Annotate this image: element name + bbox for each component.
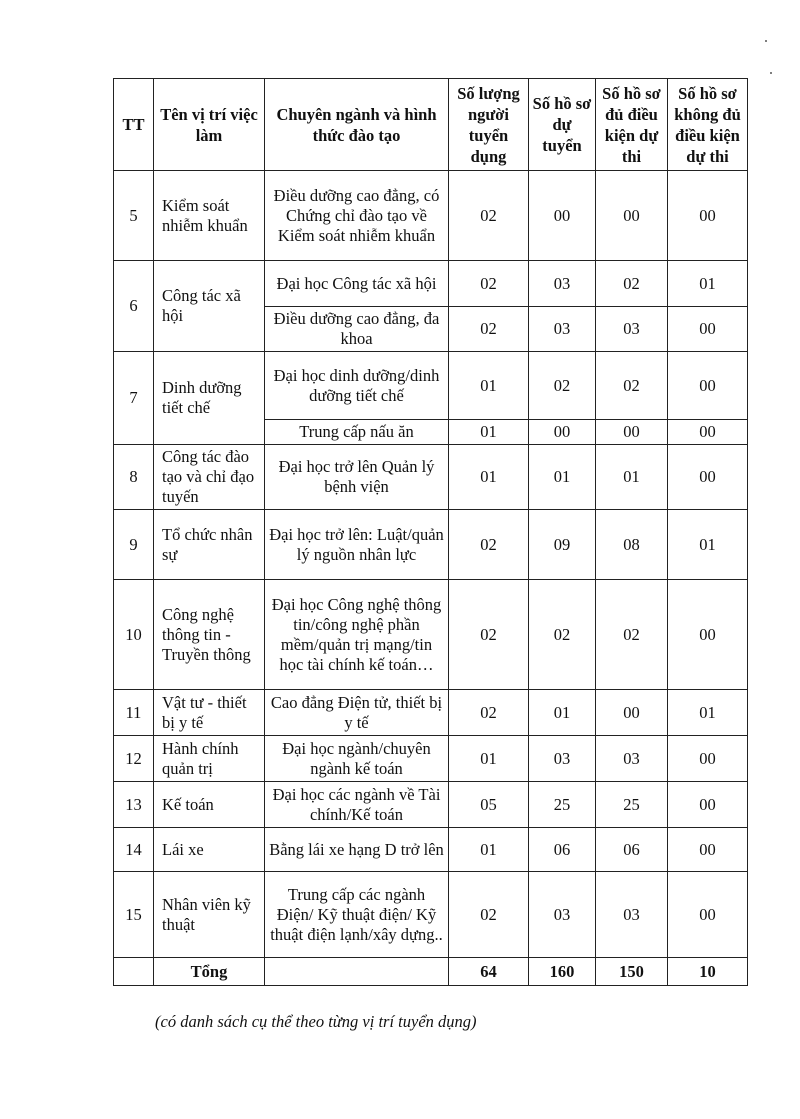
table-row <box>114 690 748 736</box>
row-recruit: 02 <box>449 872 529 958</box>
recruitment-table <box>113 78 748 986</box>
total-row <box>114 958 748 986</box>
row-ineligible: 00 <box>668 445 748 510</box>
row-ineligible: 01 <box>668 690 748 736</box>
row-ineligible: 00 <box>668 171 748 261</box>
total-major <box>265 958 449 986</box>
table-row <box>114 782 748 828</box>
row-tt: 8 <box>114 445 154 510</box>
total-ineligible: 10 <box>668 958 748 986</box>
row-eligible: 02 <box>596 261 668 307</box>
row-ineligible: 00 <box>668 580 748 690</box>
row-applied: 03 <box>529 736 596 782</box>
row-ineligible: 00 <box>668 307 748 352</box>
header-recruit: Số lượng người tuyển dụng <box>449 79 529 171</box>
row-major: Điều dưỡng cao đẳng, đa khoa <box>265 307 449 352</box>
row-ineligible: 01 <box>668 261 748 307</box>
table-row <box>114 580 748 690</box>
row-major: Đại học ngành/chuyên ngành kế toán <box>265 736 449 782</box>
header-major: Chuyên ngành và hình thức đào tạo <box>265 79 449 171</box>
row-recruit: 01 <box>449 736 529 782</box>
row-major: Đại học các ngành về Tài chính/Kế toán <box>265 782 449 828</box>
row-applied: 01 <box>529 445 596 510</box>
row-tt: 15 <box>114 872 154 958</box>
row-applied: 00 <box>529 171 596 261</box>
header-ineligible: Số hồ sơ không đủ điều kiện dự thi <box>668 79 748 171</box>
row-recruit: 01 <box>449 828 529 872</box>
table-row <box>114 736 748 782</box>
row-recruit: 02 <box>449 690 529 736</box>
header-applied: Số hồ sơ dự tuyển <box>529 79 596 171</box>
row-position: Công tác xã hội <box>154 261 265 352</box>
row-applied: 02 <box>529 352 596 420</box>
row-eligible: 03 <box>596 736 668 782</box>
row-position: Tổ chức nhân sự <box>154 510 265 580</box>
row-eligible: 00 <box>596 171 668 261</box>
header-eligible: Số hồ sơ đủ điều kiện dự thi <box>596 79 668 171</box>
row-position: Nhân viên kỹ thuật <box>154 872 265 958</box>
row-major: Đại học Công nghệ thông tin/công nghệ phần mềm/quản trị mạng/tin học tài chính kế toán… <box>265 580 449 690</box>
scan-speck <box>765 40 767 42</box>
row-recruit: 01 <box>449 352 529 420</box>
table-body <box>114 171 748 958</box>
row-position: Kiểm soát nhiễm khuẩn <box>154 171 265 261</box>
row-eligible: 08 <box>596 510 668 580</box>
table-header-row <box>114 79 748 171</box>
row-position: Hành chính quản trị <box>154 736 265 782</box>
row-eligible: 03 <box>596 872 668 958</box>
header-tt: TT <box>114 79 154 171</box>
row-applied: 03 <box>529 307 596 352</box>
row-tt: 12 <box>114 736 154 782</box>
footnote: (có danh sách cụ thể theo từng vị trí tuyển dụng) <box>155 1012 477 1031</box>
table-row <box>114 352 748 420</box>
row-recruit: 02 <box>449 261 529 307</box>
row-eligible: 02 <box>596 580 668 690</box>
row-ineligible: 01 <box>668 510 748 580</box>
row-major: Bằng lái xe hạng D trở lên <box>265 828 449 872</box>
row-major: Trung cấp các ngành Điện/ Kỹ thuật điện/ Kỹ thuật điện lạnh/xây dựng.. <box>265 872 449 958</box>
total-tt <box>114 958 154 986</box>
row-recruit: 05 <box>449 782 529 828</box>
row-tt: 9 <box>114 510 154 580</box>
row-eligible: 00 <box>596 420 668 445</box>
row-tt: 7 <box>114 352 154 445</box>
row-recruit: 02 <box>449 171 529 261</box>
total-applied: 160 <box>529 958 596 986</box>
row-applied: 03 <box>529 261 596 307</box>
row-ineligible: 00 <box>668 872 748 958</box>
row-ineligible: 00 <box>668 736 748 782</box>
table-row <box>114 828 748 872</box>
row-major: Trung cấp nấu ăn <box>265 420 449 445</box>
row-major: Đại học Công tác xã hội <box>265 261 449 307</box>
row-major: Đại học dinh dưỡng/dinh dưỡng tiết chế <box>265 352 449 420</box>
total-label: Tổng <box>154 958 265 986</box>
row-position: Vật tư - thiết bị y tế <box>154 690 265 736</box>
row-applied: 01 <box>529 690 596 736</box>
row-recruit: 02 <box>449 580 529 690</box>
row-position: Dinh dưỡng tiết chế <box>154 352 265 445</box>
row-major: Cao đẳng Điện tử, thiết bị y tế <box>265 690 449 736</box>
row-tt: 13 <box>114 782 154 828</box>
row-eligible: 02 <box>596 352 668 420</box>
row-tt: 10 <box>114 580 154 690</box>
row-applied: 00 <box>529 420 596 445</box>
row-applied: 06 <box>529 828 596 872</box>
row-major: Điều dưỡng cao đẳng, có Chứng chỉ đào tạo về Kiểm soát nhiễm khuẩn <box>265 171 449 261</box>
row-eligible: 01 <box>596 445 668 510</box>
table-row <box>114 510 748 580</box>
row-recruit: 01 <box>449 445 529 510</box>
row-ineligible: 00 <box>668 352 748 420</box>
total-recruit: 64 <box>449 958 529 986</box>
scan-speck <box>770 72 772 74</box>
row-eligible: 25 <box>596 782 668 828</box>
table-row <box>114 445 748 510</box>
row-recruit: 02 <box>449 307 529 352</box>
row-ineligible: 00 <box>668 420 748 445</box>
row-applied: 02 <box>529 580 596 690</box>
row-recruit: 01 <box>449 420 529 445</box>
row-major: Đại học trở lên: Luật/quản lý nguồn nhân lực <box>265 510 449 580</box>
table-row <box>114 171 748 261</box>
row-position: Công nghệ thông tin - Truyền thông <box>154 580 265 690</box>
header-position: Tên vị trí việc làm <box>154 79 265 171</box>
row-position: Kế toán <box>154 782 265 828</box>
row-ineligible: 00 <box>668 828 748 872</box>
row-major: Đại học trở lên Quản lý bệnh viện <box>265 445 449 510</box>
document-page <box>113 78 748 986</box>
row-eligible: 03 <box>596 307 668 352</box>
row-ineligible: 00 <box>668 782 748 828</box>
row-applied: 25 <box>529 782 596 828</box>
row-applied: 09 <box>529 510 596 580</box>
table-row <box>114 261 748 307</box>
row-eligible: 06 <box>596 828 668 872</box>
row-position: Lái xe <box>154 828 265 872</box>
row-tt: 6 <box>114 261 154 352</box>
total-eligible: 150 <box>596 958 668 986</box>
row-tt: 5 <box>114 171 154 261</box>
row-recruit: 02 <box>449 510 529 580</box>
row-tt: 11 <box>114 690 154 736</box>
table-row <box>114 872 748 958</box>
row-position: Công tác đào tạo và chỉ đạo tuyến <box>154 445 265 510</box>
row-tt: 14 <box>114 828 154 872</box>
row-applied: 03 <box>529 872 596 958</box>
row-eligible: 00 <box>596 690 668 736</box>
